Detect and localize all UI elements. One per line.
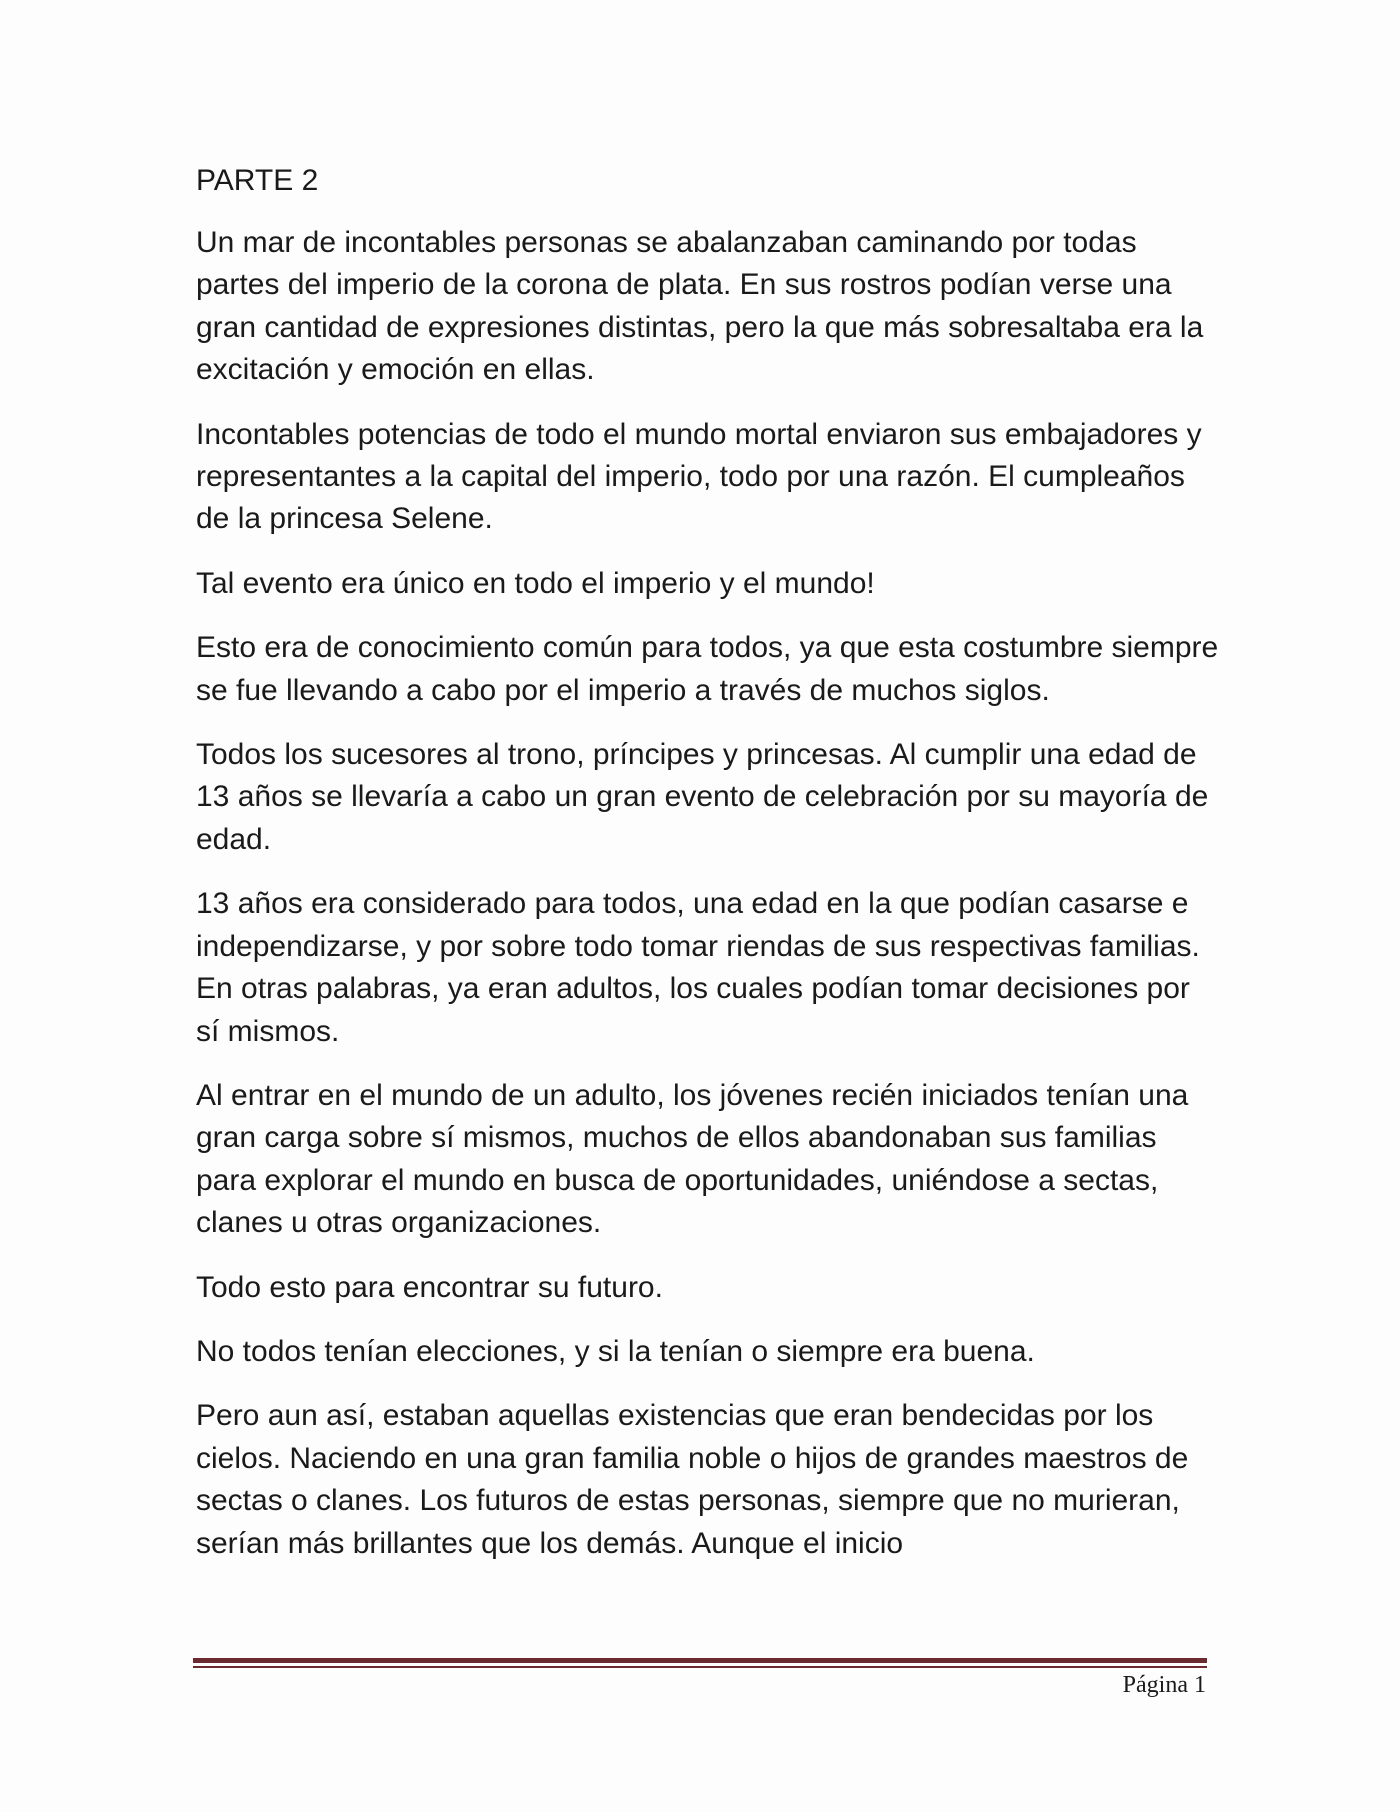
paragraph-9: No todos tenían elecciones, y si la tenían o siempre era buena. [196, 1334, 1035, 1368]
footer-rule-thick [193, 1658, 1207, 1663]
paragraph-5: Todos los sucesores al trono, príncipes y princesas. Al cumplir una edad de 13 años se llevaría a cabo un gran evento de celebración por su mayoría de edad. [196, 738, 1209, 856]
footer-rule [193, 1658, 1207, 1668]
paragraph-10: Pero aun así, estaban aquellas existencias que eran bendecidas por los cielos. Naciendo en una gran familia noble o hijos de grandes maestros de sectas o clanes. Los futuros de estas personas, siempre que no murieran, serían más brillantes que los demás. Aunque el inicio [196, 1399, 1189, 1560]
page-number: Página 1 [1122, 1672, 1206, 1698]
footer-rule-thin [193, 1666, 1207, 1668]
paragraph-6: 13 años era considerado para todos, una edad en la que podían casarse e independizarse, y por sobre todo tomar riendas de sus respectivas familias. En otras palabras, ya eran adultos, los cuales podían tomar decisiones por sí mismos. [196, 887, 1200, 1048]
paragraph-8: Todo esto para encontrar su futuro. [196, 1270, 663, 1304]
document-body [196, 160, 1220, 1587]
paragraph-7: Al entrar en el mundo de un adulto, los jóvenes recién iniciados tenían una gran carga sobre sí mismos, muchos de ellos abandonaban sus familias para explorar el mundo en busca de oportunidades, uniéndose a sectas, clanes u otras organizaciones. [196, 1078, 1189, 1240]
paragraph-1: Un mar de incontables personas se abalanzaban caminando por todas partes del imperio de la corona de plata. En sus rostros podían verse una gran cantidad de expresiones distintas, pero la que más sobresaltaba era la excitación y emoción en ellas. [196, 226, 1204, 387]
paragraph-2: Incontables potencias de todo el mundo mortal enviaron sus embajadores y representantes a la capital del imperio, todo por una razón. El cumpleaños de la princesa Selene. [196, 417, 1202, 536]
paragraph-3: Tal evento era único en todo el imperio y el mundo! [196, 566, 875, 600]
section-heading: PARTE 2 [196, 164, 319, 197]
paragraph-4: Esto era de conocimiento común para todos, ya que esta costumbre siempre se fue llevando a cabo por el imperio a través de muchos siglos. [196, 631, 1219, 707]
